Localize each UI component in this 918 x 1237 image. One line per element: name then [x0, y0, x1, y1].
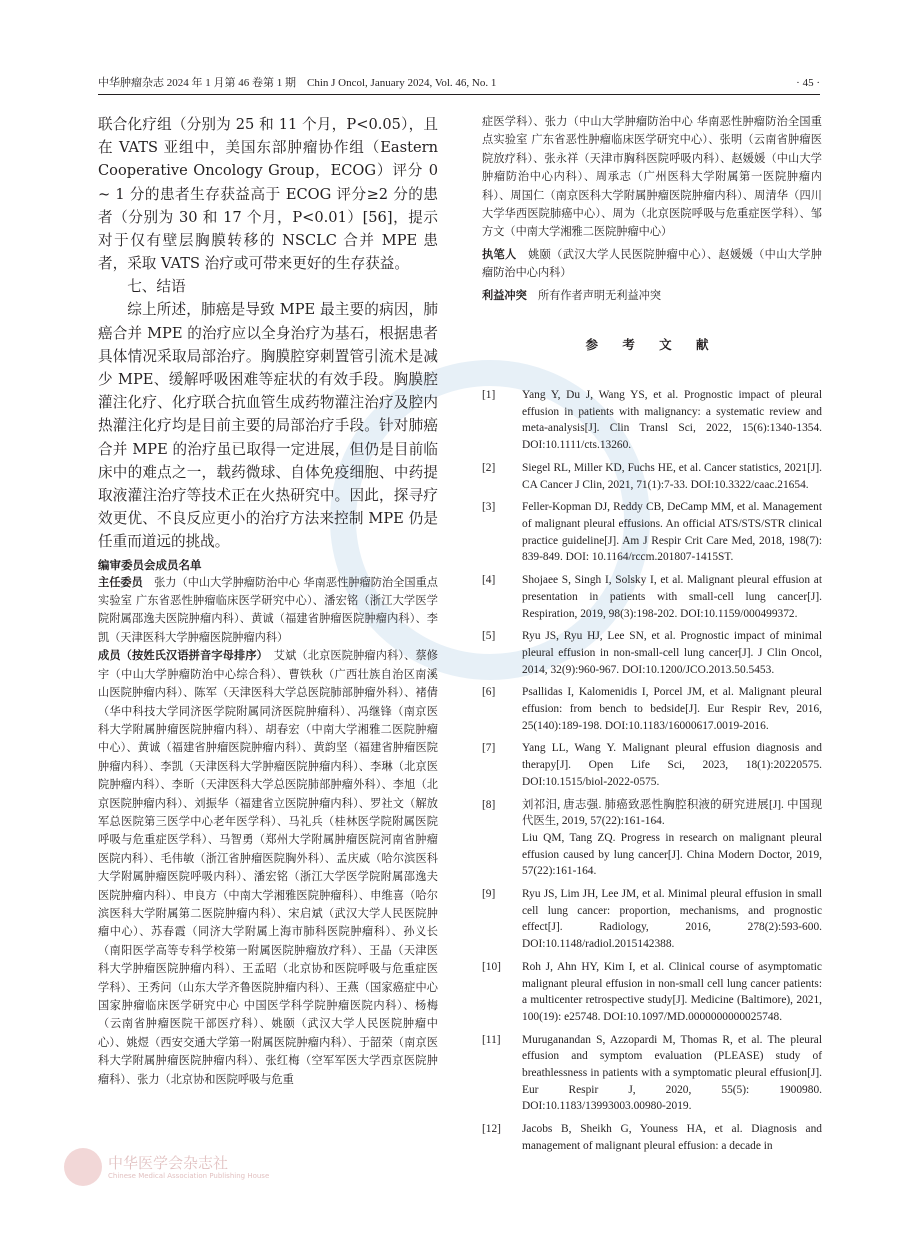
section-heading-conclusion: 七、结语 [127, 278, 186, 296]
reference-number: [2] [482, 461, 496, 474]
committee-members-cont: 症医学科）、张力（中山大学肿瘤防治中心 华南恶性肿瘤防治全国重点实验室 广东省恶性肿瘤临床医学研究中心）、张明（云南省肿瘤医院放疗科）、张永祥（天津市胸科医院呼吸内科）、赵媛媛（中山大学肿瘤防治中心内科）、周承志（广州医科大学附属第一医院肿瘤内科）、周国仁（南京医科大学附属肿瘤医院肿瘤内科）、周清华（四川大学华西医院肺癌中心）、周为（北京医院呼吸与危重症医学科）、邹方文（中南大学湘雅二医院肿瘤中心） [482, 115, 822, 239]
reference-item [482, 1121, 822, 1154]
coi-text: 所有作者声明无利益冲突 [537, 288, 662, 302]
reference-item [482, 684, 822, 734]
reference-text: Yang Y, Du J, Wang YS, et al. Prognostic impact of pleural effusion in patients with malignancy: a systematic review and meta-analysis[J]. Clin Transl Sci, 2022, 15(6):1340-1354. DOI:10.1111/cts.13260. [522, 389, 822, 452]
publisher-logo-icon [64, 1148, 102, 1186]
reference-item [482, 959, 822, 1026]
reference-text: Ryu JS, Lim JH, Lee JM, et al. Minimal pleural effusion in small cell lung cancer: proportion, mechanisms, and prognostic effect[J]. Radiology, 2016, 278(2):593-600. DOI:10.1148/radiol.2015142388. [522, 888, 822, 951]
reference-number: [9] [482, 888, 496, 901]
publisher-name: 中华医学会杂志社 [108, 1154, 229, 1172]
reference-item [482, 628, 822, 678]
paragraph-conclusion: 综上所述，肺癌是导致 MPE 最主要的病因，肺癌合并 MPE 的治疗应以全身治疗为基石，根据患者具体情况采取局部治疗。胸膜腔穿刺置管引流术是减少 MPE、缓解呼吸困难等症状的有效手段。胸膜腔灌注化疗、化疗联合抗血管生成药物灌注治疗及腔内热灌注化疗均是目前主要的局部治疗手段。针对肺癌合并 MPE 的治疗虽已取得一定进展，但仍是目前临床中的难点之一，载药微球、自体免疫细胞、中药提取液灌注治疗等技术正在火热研究中。因此，探寻疗效更优、不良反应更小的治疗方法来控制 MPE 仍是任重而道远的挑战。 [98, 301, 438, 551]
reference-number: [8] [482, 798, 496, 811]
writers-label: 执笔人 [482, 247, 517, 261]
writers [482, 246, 822, 283]
members-label: 成员（按姓氏汉语拼音字母排序） [98, 649, 263, 663]
reference-number: [1] [482, 389, 496, 402]
chief-text: 张力（中山大学肿瘤防治中心 华南恶性肿瘤防治全国重点实验室 广东省恶性肿瘤临床医学研究中心）、潘宏铭（浙江大学医学院附属邵逸夫医院肿瘤内科）、黄诚（福建省肿瘤医院肿瘤内科）、李凯（天津医科大学肿瘤医院肿瘤内科） [98, 575, 438, 644]
reference-text: Jacobs B, Sheikh G, Youness HA, et al. Diagnosis and management of malignant pleural effusion: a decade in [522, 1123, 822, 1152]
running-header [98, 74, 820, 90]
conflict-of-interest [482, 287, 822, 305]
reference-item [482, 387, 822, 454]
writers-text: 姚颐（武汉大学人民医院肿瘤中心）、赵媛媛（中山大学肿瘤防治中心内科） [482, 247, 822, 280]
page-number: · 45 · [796, 77, 820, 89]
reference-item [482, 460, 822, 493]
reference-text: Ryu JS, Ryu HJ, Lee SN, et al. Prognostic impact of minimal pleural effusion in non-small-cell lung cancer[J]. J Clin Oncol, 2014, 32(9):960-967. DOI:10.1200/JCO.2013.50.5453. [522, 630, 822, 676]
committee-heading: 编审委员会成员名单 [98, 557, 202, 572]
paragraph-vats: 联合化疗组（分别为 25 和 11 个月，P<0.05），且在 VATS 亚组中，美国东部肿瘤协作组（Eastern Cooperative Oncology Group，ECOG）评分 0 ~ 1 分的患者生存获益高于 ECOG 评分≥2 分的患者（分别为 30 和 17 个月，P<0.01）[56]，提示对于仅有壁层胸膜转移的 NSCLC 合并 MPE 患者，采取 VATS 治疗或可带来更好的生存获益。 [98, 116, 438, 273]
coi-label: 利益冲突 [482, 288, 527, 302]
reference-item [482, 797, 822, 830]
committee-chief [98, 574, 438, 648]
reference-number: [4] [482, 574, 496, 587]
reference-item [482, 499, 822, 566]
reference-list [482, 387, 822, 1155]
reference-text: 刘祁汨, 唐志强. 肺癌致恶性胸腔积液的研究进展[J]. 中国现代医生, 2019, 57(22):161-164. [522, 798, 822, 828]
publisher-name-en: Chinese Medical Association Publishing House [108, 1172, 270, 1180]
header-divider [98, 94, 820, 95]
reference-text: Feller-Kopman DJ, Reddy CB, DeCamp MM, et al. Management of malignant pleural effusions. An official ATS/STS/STR clinical practice guideline[J]. Am J Respir Crit Care Med, 2018, 198(7): 839-849. DOI: 10.1164/rccm.201807-1415ST. [522, 501, 822, 564]
reference-number: [12] [482, 1123, 501, 1136]
reference-number: [7] [482, 742, 496, 755]
reference-number: [6] [482, 686, 496, 699]
reference-text: Muruganandan S, Azzopardi M, Thomas R, et al. The pleural effusion and symptom evaluation (PLEASE) study of breathlessness in patients with a symptomatic pleural effusion[J]. Eur Respir J, 2020, 55(5): 1900980. DOI:10.1183/13993003.00980-2019. [522, 1033, 822, 1113]
reference-text: Psallidas I, Kalomenidis I, Porcel JM, et al. Malignant pleural effusion: from bench to bedside[J]. Eur Respir Rev, 2016, 25(140):189-198. DOI:10.1183/16000617.0019-2016. [522, 686, 822, 732]
reference-number: [11] [482, 1033, 501, 1046]
reference-number: [5] [482, 630, 496, 643]
reference-item [482, 740, 822, 790]
reference-text: Roh J, Ahn HY, Kim I, et al. Clinical course of asymptomatic malignant pleural effusion in non-small cell lung cancer patients: a multicenter retrospective study[J]. Medicine (Baltimore), 2021, 100(19): e25748. DOI:10.1097/MD.0000000000025748. [522, 960, 822, 1023]
reference-item [482, 572, 822, 622]
reference-text: Shojaee S, Singh I, Solsky I, et al. Malignant pleural effusion at presentation in patients with small-cell lung cancer[J]. Respiration, 2019, 98(3):198-202. DOI:10.1159/000499372. [522, 574, 822, 620]
reference-number: [3] [482, 501, 496, 514]
references-heading: 参 考 文 献 [585, 337, 719, 353]
reference-text: Yang LL, Wang Y. Malignant pleural effusion diagnosis and therapy[J]. Open Life Sci, 2023, 18(1):20220575. DOI:10.1515/biol-2022-0575. [522, 742, 822, 788]
reference-item [482, 1032, 822, 1116]
members-text: 艾斌（北京医院肿瘤内科）、蔡修宇（中山大学肿瘤防治中心综合科）、曹铁秋（广西壮族自治区南溪山医院肿瘤内科）、陈军（天津医科大学总医院肺部肿瘤外科）、褚倩（华中科技大学同济医学院附属同济医院肿瘤科）、冯继锋（南京医科大学附属肿瘤医院肿瘤内科）、胡春宏（中南大学湘雅二医院肿瘤中心）、黄诚（福建省肿瘤医院肿瘤内科）、黄韵坚（福建省肿瘤医院肿瘤内科）、李凯（天津医科大学肿瘤医院肿瘤内科）、李琳（北京医院肿瘤内科）、李昕（天津医科大学总医院肺部肿瘤外科）、李旭（北京医院肿瘤内科）、刘振华（福建省立医院肿瘤内科）、罗社文（解放军总医院第三医学中心老年医学科）、马礼兵（桂林医学院附属医院呼吸与危重症医学科）、马智勇（郑州大学附属肿瘤医院河南省肿瘤医院内科）、毛伟敏（浙江省肿瘤医院胸外科）、孟庆威（哈尔滨医科大学附属肿瘤医院呼吸内科）、潘宏铭（浙江大学医学院附属邵逸夫医院肿瘤内科）、申良方（中南大学湘雅医院肿瘤科）、申维喜（哈尔滨医科大学附属第二医院肿瘤内科）、宋启斌（武汉大学人民医院肿瘤中心）、苏春霞（同济大学附属上海市肺科医院肿瘤科）、孙义长（南阳医学高等专科学校第一附属医院肿瘤放疗科）、王晶（天津医科大学肿瘤医院肿瘤内科）、王孟昭（北京协和医院呼吸与危重症医学科）、王秀问（山东大学齐鲁医院肿瘤内科）、王燕（国家癌症中心 国家肿瘤临床医学研究中心 中国医学科学院肿瘤医院内科）、杨梅（云南省肿瘤医院干部医疗科）、姚颐（武汉大学人民医院肿瘤中心）、姚煜（西安交通大学第一附属医院肿瘤内科）、于韶荣（南京医科大学附属肿瘤医院肿瘤内科）、张红梅（空军军医大学西京医院肿瘤科）、张力（北京协和医院呼吸与危重 [98, 649, 438, 1086]
left-column [98, 113, 438, 1089]
reference-text: Siegel RL, Miller KD, Fuchs HE, et al. Cancer statistics, 2021[J]. CA Cancer J Clin, 2021, 71(1):7-33. DOI:10.3322/caac.21654. [522, 461, 822, 491]
reference-number: [10] [482, 960, 501, 973]
committee-members [98, 647, 438, 1089]
reference-translation: Liu QM, Tang ZQ. Progress in research on malignant pleural effusion caused by lung cancer[J]. China Modern Doctor, 2019, 57(22):161-164. [522, 831, 822, 878]
right-column [482, 113, 822, 1161]
chief-label: 主任委员 [98, 575, 143, 589]
reference-item [482, 886, 822, 953]
journal-header: 中华肿瘤杂志 2024 年 1 月第 46 卷第 1 期 Chin J Oncol, January 2024, Vol. 46, No. 1 [98, 77, 497, 89]
